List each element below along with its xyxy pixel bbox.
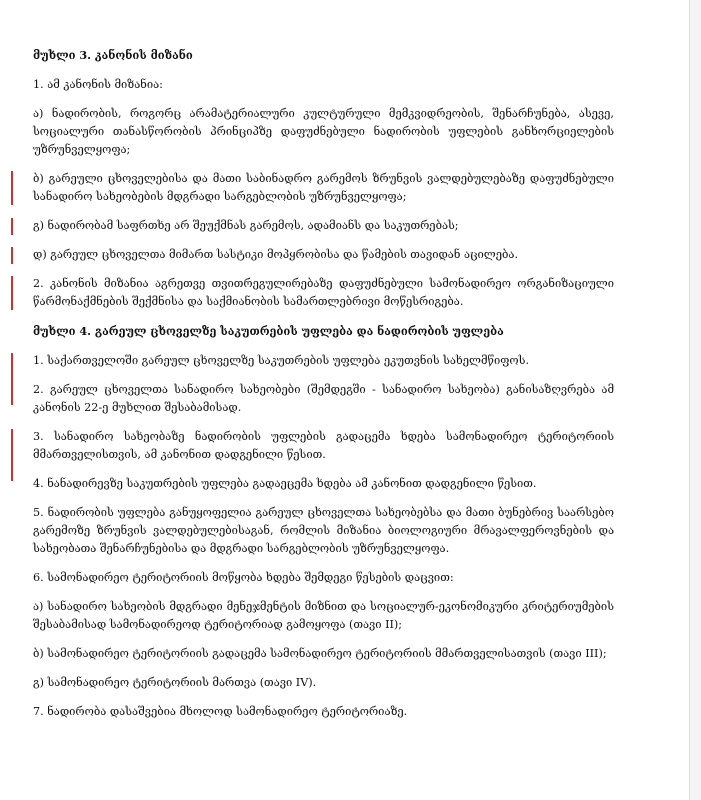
- change-bar-marker: [11, 218, 13, 235]
- paragraph-text: დ) გარეულ ცხოველთა მიმართ სასტიკი მოპყრობისა და წამების თავიდან აცილება.: [33, 248, 519, 261]
- change-bar-marker: [11, 429, 13, 481]
- change-bar-marker: [11, 353, 13, 405]
- article-4-paragraph-2: [33, 381, 614, 417]
- article-4-paragraph-1: [33, 352, 614, 370]
- vertical-scrollbar[interactable]: [689, 0, 701, 800]
- article-3-paragraph-1c: [33, 217, 614, 235]
- article-4-paragraph-5: [33, 504, 614, 558]
- article-4-paragraph-6a: [33, 598, 614, 634]
- article-4-paragraph-6: [33, 569, 614, 587]
- article-3-paragraph-1d: [33, 246, 614, 264]
- paragraph-text: ა) ნადირობის, როგორც არამატერიალური კულტურული მემკვიდრეობის, შენარჩუნება, ასევე, სოციალური თანასწორობის პრინციპზე დაფუძნებული ნადირობის უფლების განხორციელების უზრუნველყოფა;: [33, 107, 614, 156]
- paragraph-text: 1. ამ კანონის მიზანია:: [33, 78, 163, 91]
- paragraph-text: ბ) გარეული ცხოველებისა და მათი საბინადრო გარემოს ზრუნვის ვალდებულებაზე დაფუძნებული სანადირო სახეობების მდგრადი სარგებლობის უზრუნველყოფა;: [33, 172, 614, 203]
- paragraph-text: 7. ნადირობა დასაშვებია მხოლოდ სამონადირეო ტერიტორიაზე.: [33, 705, 408, 718]
- paragraph-text: 4. ნანადირევზე საკუთრების უფლება გადაეცემა ხდება ამ კანონით დადგენილი წესით.: [33, 477, 537, 490]
- change-bar-marker: [11, 247, 13, 264]
- paragraph-text: 1. საქართველოში გარეულ ცხოველზე საკუთრების უფლება ეკუთვნის სახელმწიფოს.: [33, 354, 529, 367]
- paragraph-text: ბ) სამონადირეო ტერიტორიის გადაცემა სამონადირეო ტერიტორიის მმართველისათვის (თავი III);: [33, 647, 607, 660]
- paragraph-text: გ) ნადირობამ საფრთხე არ შეუქმნას გარემოს, ადამიანს და საკუთრებას;: [33, 219, 459, 232]
- article-3-heading: მუხლი 3. კანონის მიზანი: [33, 48, 193, 62]
- paragraph-text: გ) სამონადირეო ტერიტორიის მართვა (თავი IV).: [33, 676, 317, 689]
- article-4-paragraph-3: [33, 428, 614, 464]
- article-3-paragraph-1b: [33, 170, 614, 206]
- article-4-paragraph-6b: [33, 645, 614, 663]
- article-3-paragraph-1a: [33, 105, 614, 159]
- article-3-paragraph-2: [33, 275, 614, 311]
- paragraph-text: 2. გარეულ ცხოველთა სანადირო სახეობები (შემდეგში - სანადირო სახეობა) განისაზღვრება ამ კანონის 22-ე მუხლით შესაბამისად.: [33, 383, 614, 414]
- paragraph-text: 3. სანადირო სახეობაზე ნადირობის უფლების გადაცემა ხდება სამონადირეო ტერიტორიის მმართველისთვის, ამ კანონით დადგენილი წესით.: [33, 430, 614, 461]
- article-4-paragraph-4: [33, 475, 614, 493]
- document-content: [33, 46, 614, 721]
- article-3-paragraph-1: [33, 76, 614, 94]
- paragraph-text: 5. ნადირობის უფლება განუყოფელია გარეულ ცხოველთა სახეობებსა და მათი ბუნებრივ საარსებო გარემოზე ზრუნვის ვალდებულებისაგან, რომლის მიზანია ბიოლოგიური მრავალფეროვნების და სახეობათა შენარჩუნებისა და მდგრადი სარგებლობის უზრუნველყოფა.: [33, 506, 614, 555]
- paragraph-text: ა) სანადირო სახეობის მდგრადი მენეჯმენტის მიზნით და სოციალურ-ეკონომიკური კრიტერიუმების შესაბამისად სამონადირეოდ ტერიტორიად გამოყოფა (თავი II);: [33, 600, 614, 631]
- change-bar-marker: [11, 171, 13, 205]
- article-4-paragraph-7: [33, 703, 614, 721]
- article-4-heading: მუხლი 4. გარეულ ცხოველზე საკუთრების უფლება და ნადირობის უფლება: [33, 324, 504, 338]
- paragraph-text: 2. კანონის მიზანია აგრეთვე თვითრეგულირებაზე დაფუძნებული სამონადირეო ორგანიზაციული წარმონაქმნების შექმნისა და საქმიანობის სამართლებრივი მოწესრიგება.: [33, 277, 614, 308]
- change-bar-marker: [11, 276, 13, 310]
- article-4-paragraph-6c: [33, 674, 614, 692]
- paragraph-text: 6. სამონადირეო ტერიტორიის მოწყობა ხდება შემდეგი წესების დაცვით:: [33, 571, 454, 584]
